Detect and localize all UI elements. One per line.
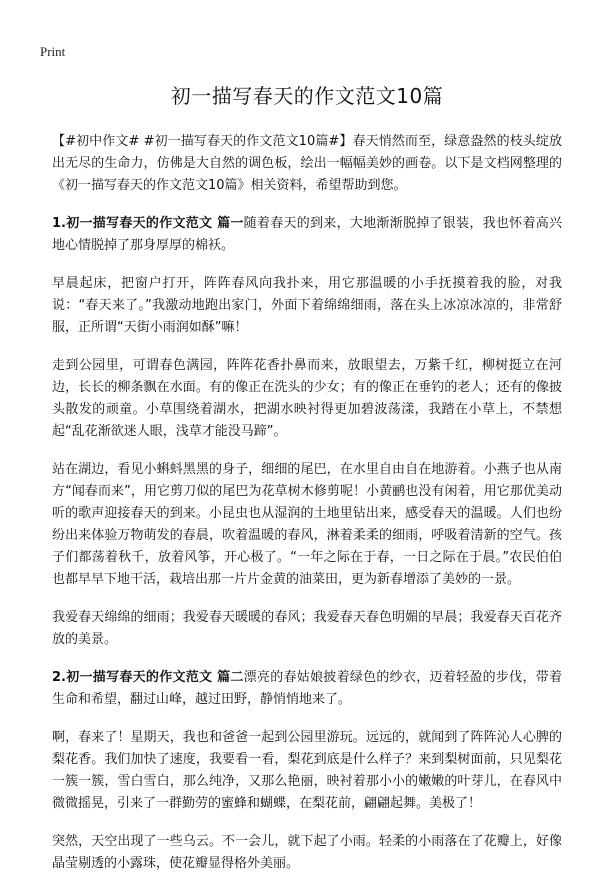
section-1-heading: 1.初一描写春天的作文范文 篇一 — [52, 216, 244, 231]
section-1-paragraph-2: 早晨起床，把窗户打开，阵阵春风向我扑来，用它那温暖的小手抚摸着我的脸，对我说：“春天来了。”我激动地跑出家门，外面下着绵绵细雨，落在头上冰凉冰凉的，非常舒服，正所谓“天街小雨润如酥”嘛！ — [52, 276, 562, 335]
section-1-paragraph-4: 站在湖边，看见小蝌蚪黑黑的身子，细细的尾巴，在水里自由自在地游着。小燕子也从南方“闻春而来”，用它剪刀似的尾巴为花草树木修剪呢！小黄鹂也没有闲着，用它那优美动听的歌声迎接春天的到来。小昆虫也从湿润的土地里钻出来，感受春天的温暖。人们也纷纷出来体验万物萌发的春晨，吹着温暖的春风，淋着柔柔的细雨，呼吸着清新的空气。孩子们都荡着秋千，放着风筝，开心极了。“一年之际在于春，一日之际在于晨。”农民伯伯也都早早下地干活，栽培出那一片片金黄的油菜田，更为新春增添了美妙的一景。 — [52, 462, 562, 587]
intro-tags: 【#初中作文# #初一描写春天的作文范文10篇#】 — [52, 134, 353, 149]
section-2-paragraph-1 — [52, 667, 562, 711]
intro-paragraph — [52, 131, 562, 197]
section-2-paragraph-3: 突然，天空出现了一些乌云。不一会儿，就下起了小雨。轻柔的小雨落在了花瓣上，好像晶莹剔透的小露珠，使花瓣显得格外美丽。 — [52, 834, 562, 871]
document-title: 初一描写春天的作文范文10篇 — [170, 84, 444, 108]
section-2-paragraph-2: 啊，春来了！星期天，我也和爸爸一起到公园里游玩。远远的，就闻到了阵阵沁人心脾的梨花香。我们加快了速度，我要看一看，梨花到底是什么样子？来到梨树面前，只见梨花一簇一簇，雪白雪白，那么纯净，又那么艳丽，映衬着那小小的嫩嫩的叶芽儿，在春风中微微摇晃，引来了一群勤劳的蜜蜂和蝴蝶，在梨花前，翩翩起舞。美极了！ — [52, 730, 562, 811]
section-1-paragraph-1 — [52, 213, 562, 257]
section-2-heading: 2.初一描写春天的作文范文 篇二 — [52, 670, 244, 685]
intro-text: 春天悄然而至，绿意盎然的枝头绽放出无尽的生命力，仿佛是大自然的调色板，绘出一幅幅美妙的画卷。以下是文档网整理的《初一描写春天的作文范文10篇》相关资料，希望帮助到您。 — [52, 134, 562, 193]
section-1-paragraph-5: 我爱春天绵绵的细雨；我爱春天暖暖的春风；我爱春天春色明媚的早晨；我爱春天百花齐放的美景。 — [52, 610, 562, 647]
section-2-text-1: 漂亮的春姑娘披着绿色的纱衣，迈着轻盈的步伐，带着生命和希望，翻过山峰，越过田野，静悄悄地来了。 — [52, 670, 562, 707]
document-body — [52, 80, 562, 891]
section-1-paragraph-3: 走到公园里，可谓春色满园，阵阵花香扑鼻而来，放眼望去，万紫千红，柳树挺立在河边，长长的柳条飘在水面。有的像正在洗头的少女；有的像正在垂钓的老人；还有的像披头散发的顽童。小草围绕着湖水，把湖水映衬得更加碧波荡漾，我踏在小草上，不禁想起“乱花渐欲迷人眼，浅草才能没马蹄”。 — [52, 358, 562, 439]
section-1-text-1: 随着春天的到来，大地渐渐脱掉了银装，我也怀着高兴地心情脱掉了那身厚厚的棉袄。 — [52, 216, 562, 253]
print-link[interactable]: Print — [40, 44, 66, 59]
